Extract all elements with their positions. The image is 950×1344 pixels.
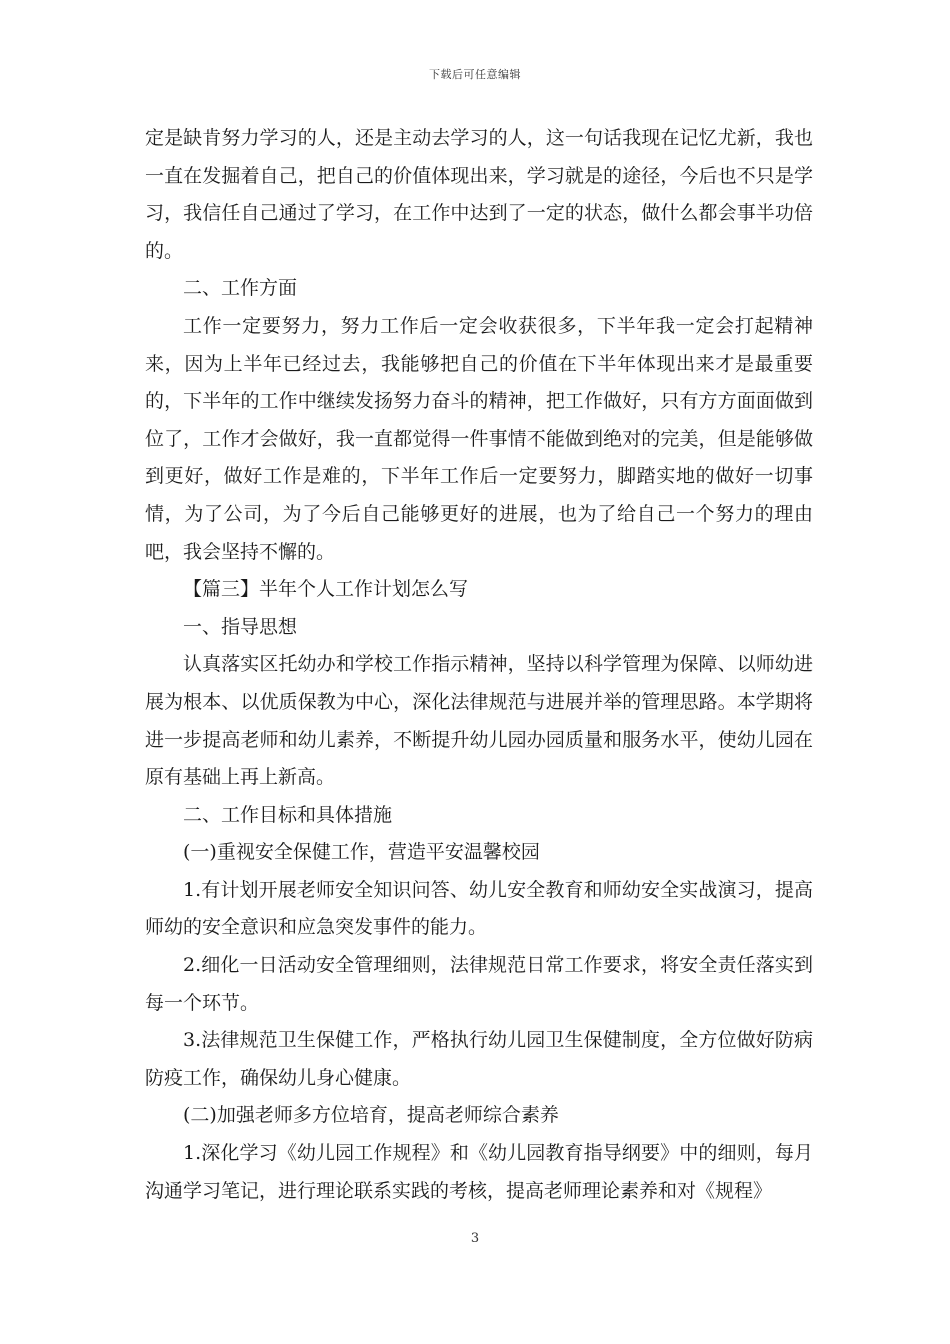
- page-header: 下载后可任意编辑: [429, 68, 521, 81]
- article-title: 【篇三】半年个人工作计划怎么写: [183, 578, 469, 601]
- document-body: [145, 120, 813, 1210]
- list-item: 3.法律规范卫生保健工作，严格执行幼儿园卫生保健制度，全方位做好防病防疫工作，确保幼儿身心健康。: [145, 1029, 813, 1089]
- paragraph: 工作一定要努力，努力工作后一定会收获很多，下半年我一定会打起精神来，因为上半年已经过去，我能够把自己的价值在下半年体现出来才是最重要的，下半年的工作中继续发扬努力奋斗的精神，把工作做好，只有方方面面做到位了，工作才会做好，我一直都觉得一件事情不能做到绝对的完美，但是能够做到更好，做好工作是难的，下半年工作后一定要努力，脚踏实地的做好一切事情，为了公司，为了今后自己能够更好的进展，也为了给自己一个努力的理由吧，我会坚持不懈的。: [145, 314, 813, 563]
- list-item: 2.细化一日活动安全管理细则，法律规范日常工作要求，将安全责任落实到每一个环节。: [145, 954, 813, 1014]
- page-number: 3: [470, 1231, 480, 1246]
- paragraph: 认真落实区托幼办和学校工作指示精神，坚持以科学管理为保障、以师幼进展为根本、以优质保教为中心，深化法律规范与进展并举的管理思路。本学期将进一步提高老师和幼儿素养，不断提升幼儿园办园质量和服务水平，使幼儿园在原有基础上再上新高。: [145, 653, 813, 789]
- subsection-heading: (一)重视安全保健工作，营造平安温馨校园: [183, 841, 540, 864]
- subsection-heading: (二)加强老师多方位培育，提高老师综合素养: [183, 1104, 559, 1127]
- section-heading: 二、工作目标和具体措施: [183, 803, 393, 826]
- list-item: 1.深化学习《幼儿园工作规程》和《幼儿园教育指导纲要》中的细则，每月沟通学习笔记，进行理论联系实践的考核，提高老师理论素养和对《规程》: [145, 1142, 813, 1202]
- section-heading: 二、工作方面: [183, 277, 298, 300]
- paragraph: 定是缺肯努力学习的人，还是主动去学习的人，这一句话我现在记忆尤新，我也一直在发掘着自己，把自己的价值体现出来，学习就是的途径，今后也不只是学习，我信任自己通过了学习，在工作中达到了一定的状态，做什么都会事半功倍的。: [145, 127, 813, 262]
- section-heading: 一、指导思想: [183, 615, 298, 638]
- list-item: 1.有计划开展老师安全知识问答、幼儿安全教育和师幼安全实战演习，提高师幼的安全意识和应急突发事件的能力。: [145, 878, 813, 939]
